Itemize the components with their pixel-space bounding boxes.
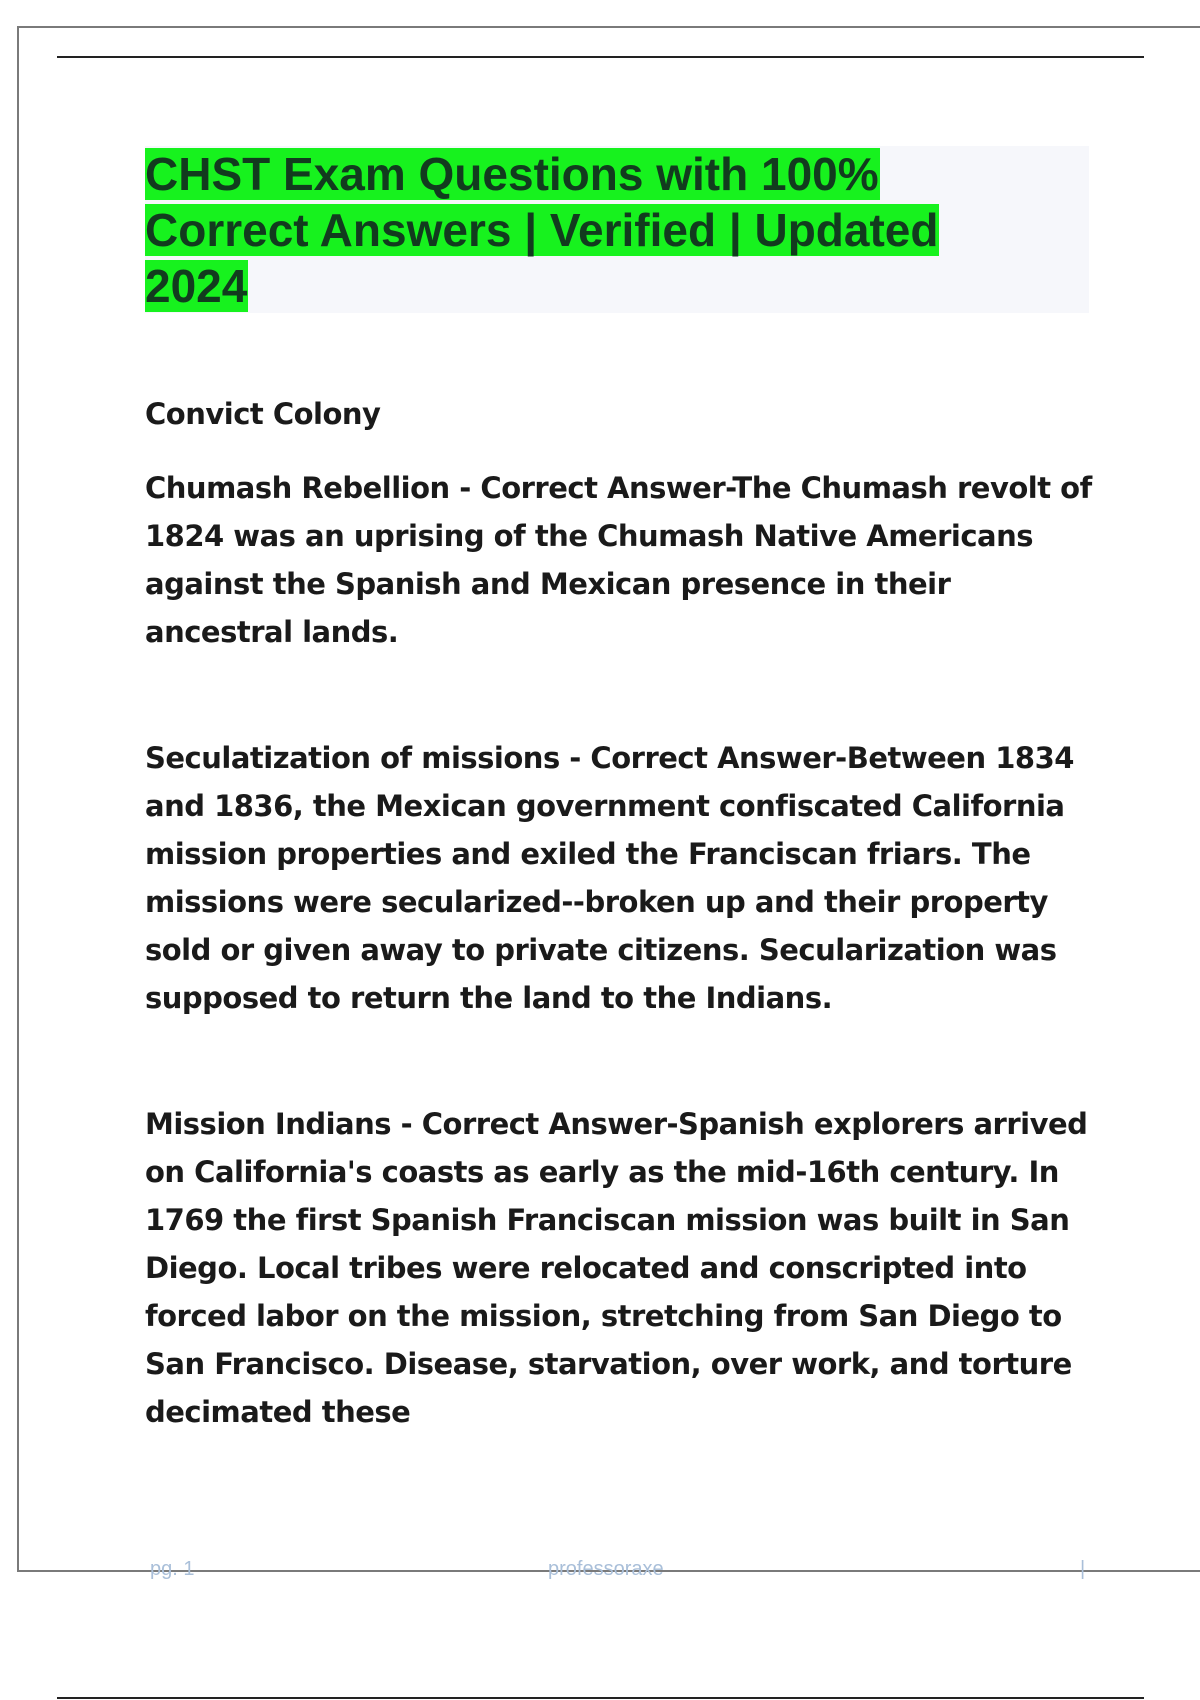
footer-brand: professoraxe (548, 1558, 664, 1580)
header-rule (57, 56, 1144, 58)
document-title (145, 146, 1005, 314)
qa-entry-secularization: Seculatization of missions - Correct Answer-Between 1834 and 1836, the Mexican government confiscated California mission properties and exiled the Franciscan friars. The missions were secularized--broken up and their property sold or given away to private citizens. Secularization was supposed to return the land to the Indians. (145, 741, 1074, 1015)
footer-page-number: pg. 1 (150, 1558, 195, 1580)
title-line-3: 2024 (145, 260, 248, 312)
title-line-1: CHST Exam Questions with 100% (145, 148, 879, 200)
title-line-2: Correct Answers | Verified | Updated (145, 204, 939, 256)
document-body (145, 390, 1095, 1514)
footer-separator: | (1080, 1558, 1086, 1580)
title-block (145, 146, 1089, 313)
bottom-rule (57, 1697, 1144, 1699)
section-heading: Convict Colony (145, 397, 381, 431)
qa-entry-chumash-rebellion: Chumash Rebellion - Correct Answer-The Chumash revolt of 1824 was an uprising of the Chumash Native Americans against the Spanish and Mexican presence in their ancestral lands. (145, 471, 1092, 649)
qa-entry-mission-indians: Mission Indians - Correct Answer-Spanish explorers arrived on California's coasts as early as the mid-16th century. In 1769 the first Spanish Franciscan mission was built in San Diego. Local tribes were relocated and conscripted into forced labor on the mission, stretching from San Diego to San Francisco. Disease, starvation, over work, and torture decimated these (145, 1107, 1088, 1429)
